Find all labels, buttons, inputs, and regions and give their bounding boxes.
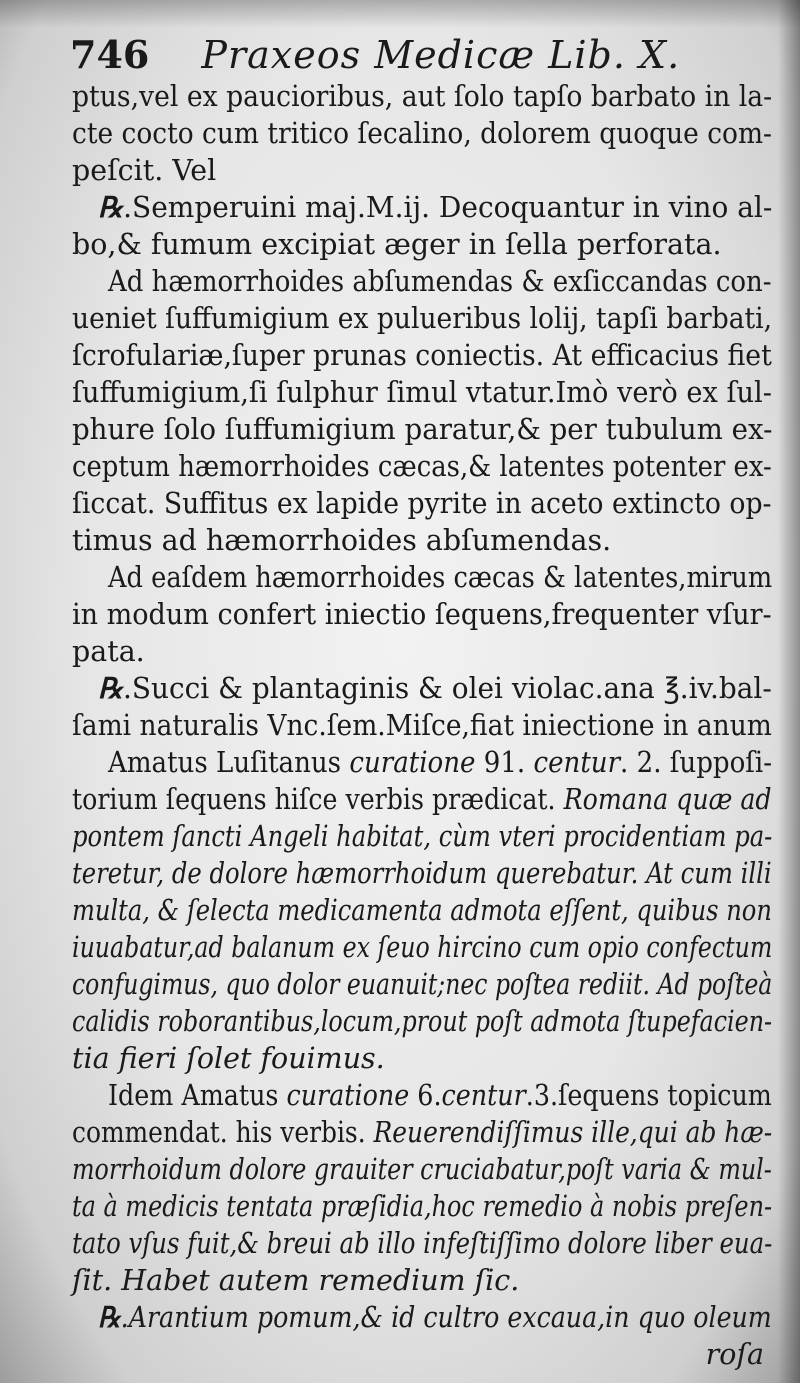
text-line [72,892,772,929]
text-line [72,411,772,448]
text-segment: Romana quæ ad [563,783,772,816]
text-segment: iuuabatur,ad balanum ex ſeuo hircino cum opio confectum [72,931,773,964]
text-segment: .Succi & plantaginis & olei violac.ana ℥.iv.bal- [123,672,772,705]
recipe-symbol: ℞ [98,190,124,224]
recipe-symbol: ℞ [98,1300,121,1334]
text-segment: ſit. Habet autem remedium ſic. [72,1264,520,1297]
text-line [72,559,772,596]
text-line [72,485,772,522]
text-segment: pontem ſancti Angeli habitat, cùm vteri procidentiam pa- [72,820,773,853]
line-fit [108,263,772,300]
text-line [72,707,772,744]
text-line [72,1225,772,1262]
text-segment: Amatus Luſitanus [108,746,350,779]
text-segment: Reuerendiſſimus ille,qui ab hæ- [373,1116,773,1149]
line-fit [72,596,772,633]
text-segment: commendat. his verbis. [72,1116,374,1149]
text-segment: ſami naturalis Vnc.ſem.Miſce,fiat iniectione in anum [72,709,772,742]
text-segment: bo,& fumum excipiat æger in ſella perforata. [72,228,722,261]
text-line [72,1151,772,1188]
line-fit [108,744,772,781]
text-segment: tia fieri ſolet fouimus. [72,1042,385,1075]
text-segment: teretur, de dolore hæmorrhoidum querebatur. At cum illi [72,857,772,890]
text-segment: .Arantium pomum,& id cultro excaua,in quo oleum [120,1301,772,1334]
line-fit [72,818,772,855]
text-segment: ſuffumigium,ſi ſulphur ſimul vtatur.Imò verò ex ſul- [72,376,772,409]
text-segment: 6. [409,1079,442,1112]
text-line [72,633,772,670]
line-fit [72,1225,772,1262]
line-fit [72,1114,772,1151]
line-fit [72,78,772,115]
text-segment: .3.ſequens topicum [525,1079,772,1112]
text-segment: morrhoidum dolore grauiter cruciabatur,poſt varia & mul- [72,1153,772,1186]
text-segment: calidis roborantibus,locum,prout poſt admota ſtupefacien- [72,1005,773,1038]
text-segment: ptus,vel ex paucioribus, aut ſolo tapſo barbato in la- [72,80,773,113]
text-segment: . 2. ſuppoſi- [620,746,773,779]
text-line [72,226,772,263]
text-line [72,1262,772,1299]
text-segment: torium ſequens hiſce verbis prædicat. [72,783,564,816]
body-text [72,78,772,1373]
line-fit [72,374,772,411]
page-header [70,30,681,80]
text-line [72,818,772,855]
line-fit [98,1299,772,1336]
text-line [72,337,772,374]
text-segment: curatione [286,1079,410,1112]
line-fit [72,966,772,1003]
line-fit [98,670,772,707]
line-fit [72,411,772,448]
text-segment: ſcrofulariæ,ſuper prunas coniectis. At efficacius fiet [72,339,772,372]
text-segment: confugimus, quo dolor euanuit;nec poſtea rediit. Ad poſteà [72,968,773,1001]
recipe-symbol: ℞ [98,671,124,705]
text-line [72,374,772,411]
text-segment: multa, & ſelecta medicamenta admota eſſent, quibus non [72,894,772,927]
text-line [72,596,772,633]
text-segment: tato vſus fuit,& breui ab illo infeſtiſſimo dolore liber eua- [72,1227,773,1260]
text-segment: 91. [475,746,534,779]
text-line [72,522,772,559]
running-title: Praxeos Medicæ Lib. X. [201,33,681,77]
page-number: 746 [70,32,150,77]
text-line [72,263,772,300]
top-shadow [0,0,800,28]
text-segment: ta à medicis tentata præſidia,hoc remedio à nobis preſen- [72,1190,773,1223]
text-line [72,78,772,115]
text-line [72,1114,772,1151]
line-fit [72,1151,772,1188]
text-line [72,300,772,337]
text-line [72,781,772,818]
text-line [72,115,772,152]
text-line [72,670,772,707]
text-line [72,1336,772,1373]
line-fit [72,115,772,152]
text-segment: in modum confert iniectio ſequens,frequenter vſur- [72,598,772,631]
line-fit [72,1003,772,1040]
text-line [72,929,772,966]
line-fit [72,485,772,522]
text-line [72,855,772,892]
text-line [72,1299,772,1336]
text-segment: timus ad hæmorrhoides abſumendas. [72,524,612,557]
text-segment: peſcit. Vel [72,154,217,187]
line-fit [72,892,772,929]
line-fit [108,1077,772,1114]
text-segment: ſiccat. Suffitus ex lapide pyrite in aceto extincto op- [72,487,772,520]
text-segment: ceptum hæmorrhoides cæcas,& latentes potenter ex- [72,450,772,483]
text-segment: .Semperuini maj.M.ij. Decoquantur in vino al- [123,191,773,224]
text-line [72,744,772,781]
text-segment: Ad eaſdem hæmorrhoides cæcas & latentes,mirum [108,561,773,594]
text-segment: roſa [705,1338,764,1371]
text-segment: Idem Amatus [108,1079,287,1112]
text-line [72,152,772,189]
line-fit [72,337,772,374]
text-segment: centur [441,1079,526,1112]
text-segment: ueniet ſuffumigium ex pulueribus lolij, tapſi barbati, [72,302,773,335]
text-line [72,1077,772,1114]
text-line [72,189,772,226]
line-fit [108,559,772,596]
text-segment: cte cocto cum tritico ſecalino, dolorem quoque com- [72,117,772,150]
text-line [72,1003,772,1040]
line-fit [98,189,772,226]
text-line [72,1040,772,1077]
text-segment: Ad hæmorrhoides abſumendas & exſiccandas con- [108,265,772,298]
line-fit [72,1188,772,1225]
text-segment: curatione [349,746,476,779]
text-segment: centur [533,746,621,779]
line-fit [72,300,772,337]
text-line [72,966,772,1003]
text-line [72,1188,772,1225]
line-fit [72,448,772,485]
text-line [72,448,772,485]
line-fit [72,707,772,744]
line-fit [72,781,772,818]
text-segment: phure ſolo ſuffumigium paratur,& per tubulum ex- [72,413,773,446]
line-fit [72,929,772,966]
text-segment: pata. [72,635,145,668]
line-fit [72,855,772,892]
